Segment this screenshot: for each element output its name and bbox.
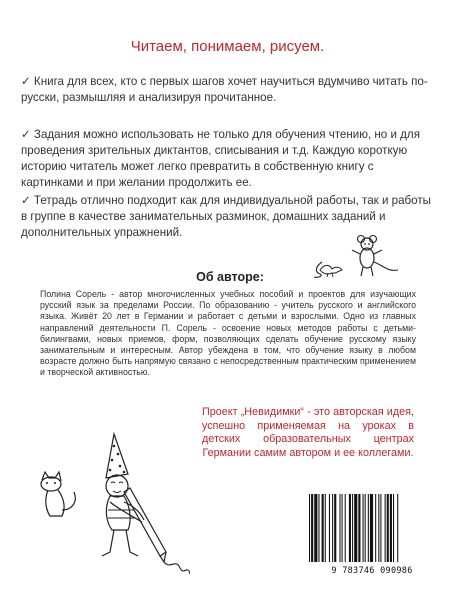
feature-paragraph-3: ✓ Тетрадь отлично подходит как для индивидуальной работы, так и работы в группе в качестве занимательных разминок, домашних заданий и дополнительных упражнений. [21,194,432,239]
barcode-bar [387,494,389,562]
feature-paragraph-1: ✓ Книга для всех, кто с первых шагов хочет научиться вдумчиво читать по-русски, размышляя и анализируя прочитанное. [21,75,428,104]
about-author-heading: Об авторе: [196,270,264,284]
cover-headline: Читаем, понимаем, рисуем. [130,38,325,55]
barcode-bar [365,494,366,562]
barcode-bar [314,494,317,562]
barcode-bar [358,494,360,562]
about-author-text: Полина Сорель - автор многочисленных учебных пособий и проектов для изучающих русский язык за пределами России. По образованию - учитель русского и английского языка. Живёт 20 лет в Германии и работает с детьми и взрослыми. Одно из главных направлений деятельности П. Сорель - освоение новых методов работы с детьми-билингвами, новых приемов, форм, позволяющих сделать обучение русскому языку занимательным и интересным. Автор убеждена в том, что обучение языку в любом возрасте должно быть напрямую связано с непосредственным практическим применением и творческой активностью. [40,289,416,378]
barcode-bar [325,494,326,562]
barcode-bar [378,494,379,562]
barcode-bar [339,494,340,562]
feature-paragraph-2: ✓ Задания можно использовать не только для обучения чтению, но и для проведения зрительных диктантов, списывания и т.д. Каждую короткую историю читатель может легко превратить в собственную книгу с картинками и при желании продолжить ее. [21,128,420,189]
isbn-number: 9 783746 090986 [331,566,413,576]
barcode-bars [303,492,441,564]
barcode-bar [380,494,381,562]
barcode-bar [318,494,319,562]
barcode-bar [329,494,330,562]
barcode-bar [390,494,392,562]
barcode-bar [368,494,369,562]
barcode-bar [311,494,313,562]
barcode-bar [370,494,373,562]
project-description: Проект „Невидимки“ - это авторская идея, успешно применяемая на уроках в детских образовательных центрах Германии самим автором и ее коллегами. [202,406,414,459]
barcode-bar [354,494,357,562]
child-with-pencil-drawing-icon [80,430,190,585]
cat-drawing-icon [36,470,82,520]
barcode-bar [352,494,353,562]
barcode-bar [375,494,376,562]
barcode-bar [397,494,398,562]
barcode-bar [363,494,364,562]
barcode-bar [385,494,386,562]
barcode-bar [342,494,343,562]
isbn-barcode [303,492,441,578]
barcode-bar [345,494,346,562]
bird-drawing-icon [318,262,344,278]
barcode-bar [349,494,351,562]
barcode-bar [332,494,333,562]
barcode-bar [322,494,324,562]
barcode-bar [334,494,336,562]
barcode-bar [309,494,310,562]
barcode-bar [393,494,394,562]
